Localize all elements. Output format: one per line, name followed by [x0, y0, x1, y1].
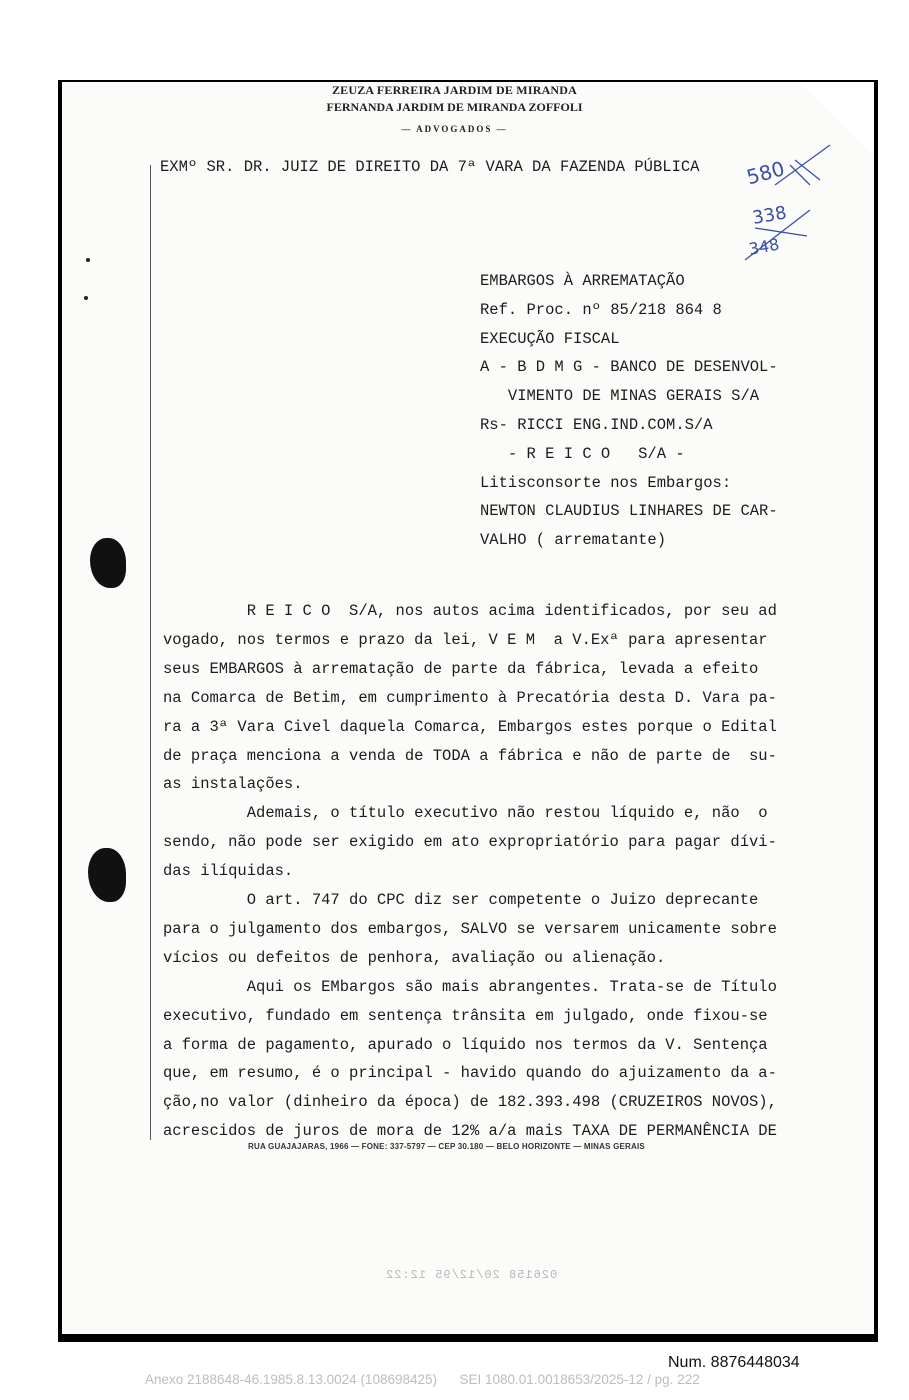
letterhead-footer: RUA GUAJAJARAS, 1966 — FONE: 337-5797 — CEP 30.180 — BELO HORIZONTE — MINAS GERAIS — [248, 1142, 645, 1151]
caption-line: NEWTON CLAUDIUS LINHARES DE CAR- — [480, 502, 778, 521]
ink-blot-2 — [88, 848, 126, 902]
letterhead-line-1: ZEUZA FERREIRA JARDIM DE MIRANDA — [331, 83, 578, 97]
speck-2 — [84, 296, 88, 300]
body-line: a forma de pagamento, apurado o líquido nos termos da V. Sentença — [163, 1035, 768, 1054]
body-line: de praça menciona a venda de TODA a fábrica e não de parte de su- — [163, 746, 777, 765]
body-line: O art. 747 do CPC diz ser competente o Juizo deprecante — [163, 891, 759, 909]
body-line: ção,no valor (dinheiro da época) de 182.393.498 (CRUZEIROS NOVOS), — [163, 1093, 777, 1112]
caption-line: EXECUÇÃO FISCAL — [480, 329, 620, 348]
caption-line: Ref. Proc. nº 85/218 864 8 — [480, 300, 722, 319]
addressee: EXMº SR. DR. JUIZ DE DIREITO DA 7ª VARA DA FAZENDA PÚBLICA — [160, 158, 700, 176]
body-line: Aqui os EMbargos são mais abrangentes. Trata-se de Título — [163, 977, 777, 996]
body-line: vícios ou defeitos de penhora, avaliação ou alienação. — [163, 948, 666, 967]
mirrored-stamp: 026158 20/12/95 12:22 — [385, 1268, 558, 1282]
caption-line: - R E I C O S/A - — [480, 444, 685, 463]
caption-line: EMBARGOS À ARREMATAÇÃO — [480, 272, 685, 290]
caption-line: VALHO ( arrematante) — [480, 531, 667, 550]
body-line: das ilíquidas. — [163, 862, 294, 881]
body-line: as instalações. — [163, 775, 303, 794]
body-line: na Comarca de Betim, em cumprimento à Precatória desta D. Vara pa- — [163, 688, 777, 707]
caption-line: Litisconsorte nos Embargos: — [480, 473, 732, 492]
body-line: seus EMBARGOS à arrematação de parte da fábrica, levada a efeito — [163, 659, 759, 678]
caption-line: VIMENTO DE MINAS GERAIS S/A — [480, 387, 760, 406]
letterhead-line-3: — ADVOGADOS — — [401, 124, 508, 134]
body-line: para o julgamento dos embargos, SALVO se versarem unicamente sobre — [163, 919, 777, 938]
letterhead-line-2: FERNANDA JARDIM DE MIRANDA ZOFFOLI — [326, 100, 583, 114]
handwritten-number-1: 580 — [743, 156, 788, 190]
caption-line: A - B D M G - BANCO DE DESENVOL- — [480, 358, 778, 377]
annex-reference: Anexo 2188648-46.1985.8.13.0024 (108698425) SEI 1080.01.0018653/2025-12 / pg. 222 — [145, 1372, 700, 1387]
body-line: acrescidos de juros de mora de 12% a/a mais TAXA DE PERMANÊNCIA DE — [163, 1122, 777, 1141]
body-line: que, em resumo, é o principal - havido quando do ajuizamento da a- — [163, 1064, 777, 1083]
handwritten-number-2: 338 — [750, 202, 789, 229]
speck-1 — [86, 258, 90, 262]
body-line: sendo, não pode ser exigido em ato expropriatório para pagar dívi- — [163, 833, 777, 852]
body-line: R E I C O S/A, nos autos acima identificados, por seu ad — [163, 602, 777, 620]
body-line: vogado, nos termos e prazo da lei, V E M a V.Exª para apresentar — [163, 630, 768, 649]
margin-line — [150, 165, 151, 1140]
document-number: Num. 8876448034 — [668, 1354, 800, 1371]
caption-line: Rs- RICCI ENG.IND.COM.S/A — [480, 416, 713, 434]
handwritten-annotation — [735, 140, 835, 270]
body-line: Ademais, o título executivo não restou líquido e, não o — [163, 804, 768, 823]
body-line: executivo, fundado em sentença trânsita em julgado, onde fixou-se — [163, 1006, 768, 1025]
handwritten-number-3: 348 — [747, 234, 781, 259]
ink-blot-1 — [90, 538, 126, 588]
body-line: ra a 3ª Vara Civel daquela Comarca, Embargos estes porque o Edital — [163, 717, 777, 736]
